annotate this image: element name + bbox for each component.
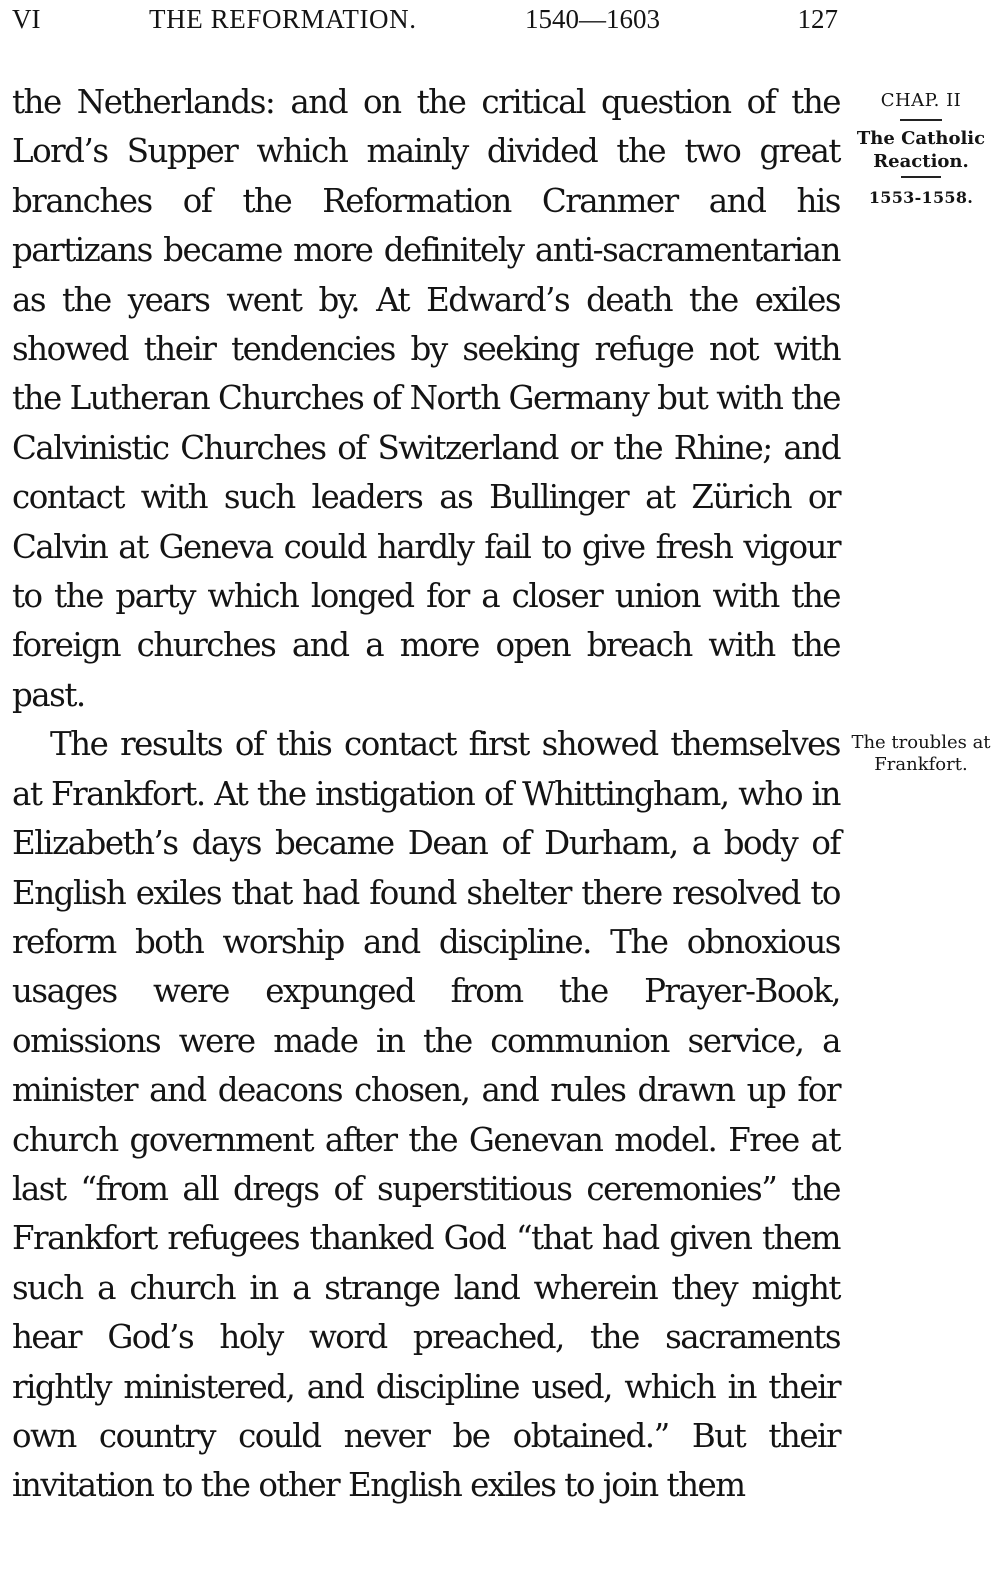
- margin-note-text: The Catholic Reaction.: [856, 128, 986, 172]
- margin-rule: [901, 176, 941, 178]
- main-text: [12, 78, 840, 1511]
- chapter-label: CHAP. II: [880, 90, 962, 111]
- page-number: 127: [797, 4, 838, 34]
- running-title: THE REFORMATION.: [149, 4, 417, 34]
- margin-years: 1553-1558.: [868, 188, 974, 207]
- paragraph-2: The results of this contact first showed themselves at Frankfort. At the instigation of Whittingham, who in Elizabeth’s days became Dean of Durham, a body of English exiles that had found shelter there resolved to reform both worship and discipline. The obnoxious usages were expunged from the Prayer-Book, omissions were made in the communion service, a minister and deacons chosen, and rules drawn up for church government after the Genevan model. Free at last “from all dregs of superstitious ceremonies” the Frankfort refugees thanked God “that had given them such a church in a strange land wherein they might hear God’s holy word preached, the sacraments rightly ministered, and discipline used, which in their own country could never be obtained.” But their invitation to the other English exiles to join them: [12, 725, 840, 1505]
- margin-note-text: The troubles at Frankfort.: [851, 732, 991, 775]
- margin-rule: [900, 119, 942, 121]
- book-number: VI: [12, 4, 41, 34]
- margin-note-frankfort: [850, 732, 992, 776]
- period-years: 1540—1603: [525, 4, 660, 34]
- running-header: [12, 4, 838, 44]
- paragraph-1: the Netherlands: and on the critical question of the Lord’s Supper which mainly divided the two great branches of the Reformation Cranmer and his partizans became more definitely anti-sacramentarian as the years went by. At Edward’s death the exiles showed their tendencies by seeking refuge not with the Lutheran Churches of North Germany but with the Calvinistic Churches of Switzerland or the Rhine; and contact with such leaders as Bullinger at Zürich or Calvin at Geneva could hardly fail to give fresh vigour to the party which longed for a closer union with the foreign churches and a more open breach with the past.: [12, 83, 840, 714]
- margin-note-catholic-reaction: [850, 90, 992, 207]
